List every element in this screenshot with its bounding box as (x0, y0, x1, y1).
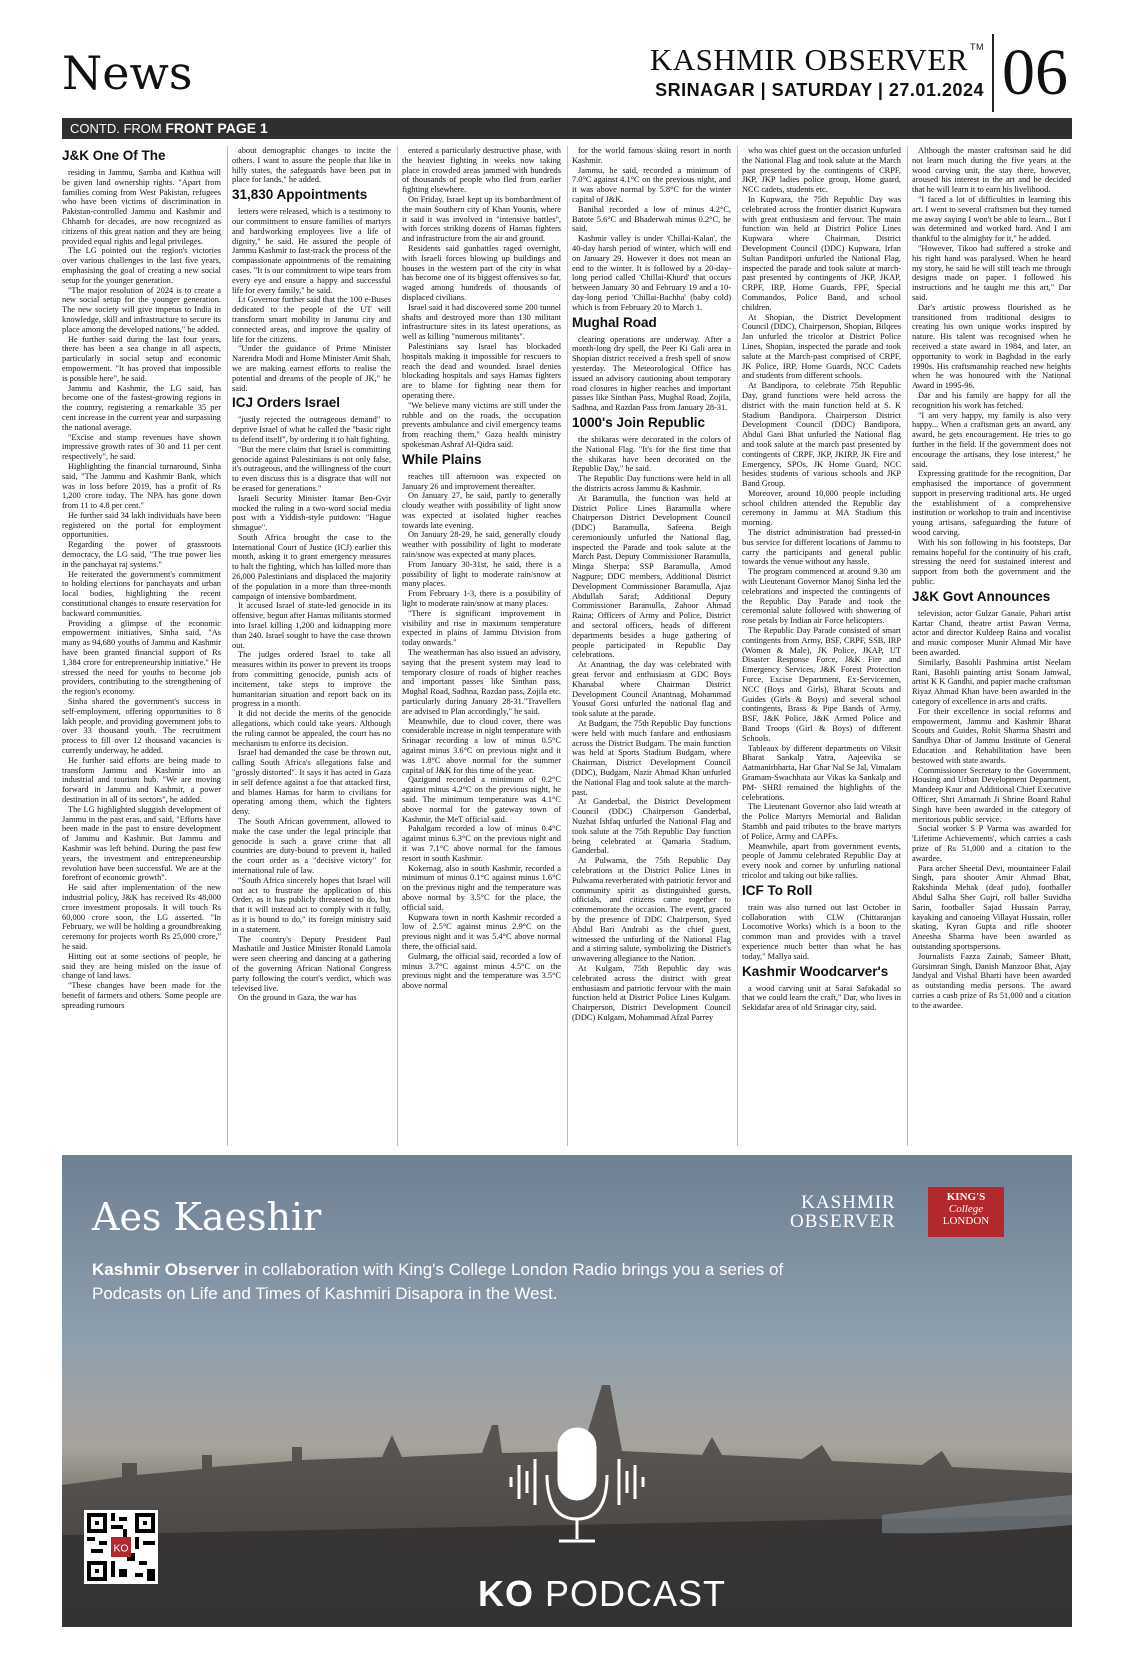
kings-line-3: LONDON (942, 1215, 990, 1227)
article-paragraph: It accused Israel of state-led genocide in its offensive, begun after Hamas militants stormed into Israel killing 1,200 and kidnapping more than 240. Israel sought to have the case thrown out. (232, 601, 391, 650)
qr-code-icon (87, 1513, 155, 1581)
column-5 (742, 146, 901, 1146)
ad-description-brand: Kashmir Observer (92, 1260, 240, 1279)
article-paragraph: At Kulgam, 75th Republic day was celebrated across the district with great enthusiasm and patriotic fervour with the main function held at District Police Lines Kulgam. Chairperson, District Development Council (DDC) Kulgam, Mohammad Afzal Parrey (572, 963, 731, 1022)
ad-brand-line-2: OBSERVER (790, 1211, 896, 1232)
qr-code[interactable] (84, 1510, 158, 1584)
article-paragraph: Para archer Sheetal Devi, mountaineer Falail Singh, para shooter Amir Ahmad Bhat, Rakshinda Mehak (deaf judo), footballer Abdul Salha Sher Gujri, roll baller Suvidha Sarin, footballer Sajad Hussain Parray, kayaking and canoeing Villayat Hussain, roller skating, Kyran Gupta and rifle shooter Aneesha Sharma have been awarded as outstanding sportspersons. (912, 863, 1071, 951)
ad-description (92, 1258, 832, 1306)
article-paragraph: Similarly, Basohli Pashmina artist Neelam Rani, Basohli painting artist Sonam Jamwal, artist K K Gandhi, and papier mache craftsman Riyaz Ahmad Khan have been awarded in the category of excellence in arts and crafts. (912, 657, 1071, 707)
article-paragraph: The weatherman has also issued an advisory, saying that the present system may lead to temporary closure of roads of higher reaches and important passes like Sinthan pass, Mughal Road, Sadhna, Razdan pass, Zojila etc. particularly during January 28-31."Travellers are advised to Plan accordingly," he said. (402, 648, 561, 716)
article-paragraph: Banihal recorded a low of minus 4.2°C, Batote 5.6°C and Bhaderwah minus 0.2°C, he said. (572, 204, 731, 234)
article-paragraph: Hitting out at some sections of people, he said they are being misled on the issue of change of land laws. (62, 951, 221, 981)
article-headline: J&K One Of The (62, 148, 166, 163)
column-2 (232, 146, 391, 1146)
contd-source: FRONT PAGE 1 (165, 120, 268, 136)
article-paragraph: The country's Deputy President Paul Mashatile and Justice Minister Ronald Lamola were seen cheering and dancing at a gathering of the governing African National Congress party following the court's verdict, which was televised live. (232, 934, 391, 993)
article-paragraph: The program commenced at around 9.30 am with Lieutenant Governor Manoj Sinha led the celebrations and inspected the contingents of the Republic Day Parade and took the ceremonial salute followed with showering of rose petals by Indian air Force helicopters. (742, 567, 901, 626)
qr-badge: KO (113, 1543, 129, 1555)
podcast-title-bold: KO (478, 1573, 534, 1614)
article-paragraph: "We believe many victims are still under the rubble and on the roads, the occupation prevents ambulance and civil emergency teams from reaching them," Gaza health ministry spokesman Ashraf Al-Qidra said. (402, 400, 561, 449)
podcast-title-rest: PODCAST (534, 1573, 727, 1614)
article-paragraph: Israel had demanded the case be thrown out, calling South Africa's allegations false and "grossly distorted". It says it has acted in Gaza in self defence against a foe that attacked first, and blames Hamas for harm to civilians for operating among them, which the fighters deny. (232, 748, 391, 817)
article-paragraph: He further said during the last four years, there has been a sea change in all aspects, particularly in social setup and economic empowerment. "It has proved that impossible is possible here", he said. (62, 334, 221, 383)
masthead (62, 36, 1072, 110)
trademark-mark: TM (970, 42, 984, 52)
article-paragraph: for the world famous skiing resort in north Kashmir. (572, 146, 731, 165)
article-paragraph: In Kupwara, the 75th Republic Day was celebrated across the frontier district Kupwara with great enthusiasm and fervour. The main function was held at District Police Lines Kupwara where Chairman, District Development Council (DDC) Kupwara, Irfan Sultan Panditpori unfurled the National Flag, inspected the parade and took salute at march-past presented by contingents of JKP, JKAP, CRPF, IRP, Home Guards, FPF, Special Commandos, Police Band, and school children. (742, 194, 901, 312)
article-paragraph: "I am very happy, my family is also very happy... When a craftsman gets an award, any award, he gets encouragement. He tries to go further in the field. If the government does not encourage the artisans, they lose interest," he said. (912, 410, 1071, 469)
article-paragraph: Social worker S P Varma was awarded for 'Lifetime Achievements', which carries a cash prize of Rs 51,000 and a citation to the awardee. (912, 824, 1071, 863)
article-paragraph: "I faced a lot of difficulties in learning this art. I went to several craftsmen but they turned me away saying I won't be able to learn... But I was determined and worked hard. And I am thankful to the almighty for it," he added. (912, 194, 1071, 244)
article-paragraph: letters were released, which is a testimony to our commitment to ensure families of martyrs and hardworking employees live a life of dignity," he said. He assured the people of Jammu Kashmir to fast-track the process of the compassionate appointments of the remaining cases. "It is our commitment to wipe tears from every eye and ensure a happy and successful life for every family," he said. (232, 207, 391, 295)
article-paragraph: He reiterated the government's commitment to holding elections for panchayats and urban local bodies, highlighting the recent constitutional changes to ensure reservation for backward communities. (62, 569, 221, 618)
article-paragraph: At Pulwama, the 75th Republic Day celebrations at the District Police Lines in Pulwama reverberated with patriotic fervor and community spirit as distinguished guests, officials, and citizens came together to commemorate the occasion. The event, graced by the presence of DDC Chairperson, Syed Abdul Bari Andrabi as the chief guest, witnessed the unfurling of the National Flag and a stirring salute, symbolizing the District's unwavering allegiance to the Nation. (572, 856, 731, 964)
article-paragraph: Jammu, he said, recorded a minimum of 7.0°C against 4.1°C on the previous night, and it was above normal by 5.8°C for the winter capital of J&K. (572, 165, 731, 204)
article-paragraph: Gulmarg, the official said, recorded a low of minus 3.7°C against minus 4.5°C on the previous night and the temperature was 3.5°C above normal (402, 951, 561, 991)
column-divider (567, 146, 568, 1146)
ad-description-text: in collaboration with King's College London Radio brings you a series of Podcasts on Life and Times of Kashmiri Disapora in the West. (92, 1260, 784, 1303)
ad-brand-line-1: KASHMIR (801, 1192, 896, 1213)
article-paragraph: "These changes have been made for the benefit of farmers and others. Some people are spreading rumours (62, 981, 221, 1010)
article-paragraph: about demographic changes to incite the others. I want to assure the people that like in hilly states, the safeguards have been put in place for lands," he added. (232, 146, 391, 185)
article-paragraph: Tableaux by different departments on Viksit Bharat Sankalp Yatra, Aajeevika se Aatmanirbharta, Har Ghar Nal Se Jal, Vimalam Gramam-Swachhata aur Vikas ka Sankalp and PM- SHRI remained the highlights of the celebrations. (742, 743, 901, 802)
podcast-advertisement (62, 1155, 1072, 1627)
article-paragraph: residing in Jammu, Samba and Kathua will be given land ownership rights. "Apart from families coming from West Pakistan, refugees who have been victims of discrimination in Pakistan-controlled Jammu and Kashmir and Chhamb for decades, are now recognized as citizens of this great nation and they are being provided equal rights and legal privileges. (62, 168, 221, 246)
kings-line-1: KING'S (946, 1191, 986, 1203)
ad-brand-logo (790, 1193, 896, 1231)
article-paragraph: At Budgam, the 75th Republic Day functions were held with much fanfare and enthusiasm across the District Budgam. The main function was held at Sports Stadium Budgam, where Chairman, District Development Council (DDC), Budgam, Nazir Ahmad Khan unfurled the National Flag and took salute at the march-past. (572, 719, 731, 797)
article-paragraph: It did not decide the merits of the genocide allegations, which could take years. Although the ruling cannot be appealed, the court has no mechanism to enforce its decision. (232, 709, 391, 748)
article-paragraph: Highlighting the financial turnaround, Sinha said, "The Jammu and Kashmir Bank, which was in loss before 2019, has a profit of Rs 1,200 crore today. The NPA has gone down from 11 to 4.8 per cent." (62, 461, 221, 511)
column-divider (397, 146, 398, 1146)
article-paragraph: At Anantnag, the day was celebrated with great fervor and enthusiasm at GDC Boys Khanabal where Chairman District Development Council Anantnag, Mohammad Yousuf Gorsi unfurled the national flag and took salute at the parade. (572, 660, 731, 719)
article-paragraph: Kokernag, also in south Kashmir, recorded a minimum of minus 0.1°C against minus 1.6°C on the previous night and the temperature was above normal by 3.5°C for the place, the official said. (402, 863, 561, 912)
article-paragraph: With his son following in his footsteps, Dar remains hopeful for the continuity of his craft, stressing the need for sustained interest and support from both the government and the public. (912, 537, 1071, 587)
article-paragraph: The Republic Day Parade consisted of smart contingents from Army, BSF, CRPF, SSB, IRP (Women & Male), JK Police, JKAP, UT Disaster Response Force, J&K Fire and Emergency Services, J&K Forest Protection Force, Excise Department, Ex-Servicemen, NCC (Boys and Girls), Bharat Scouts and Guides (Girls & Boys) and several school contingents, Brass & Pipe Bands of Army, BSF, J&K Police, J&K Armed Police and Band Troops (Girl & Boys) of different Schools. (742, 626, 901, 743)
article-headline: Mughal Road (572, 314, 657, 330)
article-paragraph: He said after implementation of the new industrial policy, J&K has received Rs 48,000 crore investment proposals. It will touch Rs 60,000 crore soon, the LG asserted. "In February, we will be holding a groundbreaking ceremony for projects worth Rs 25,000 crore," he said. (62, 883, 221, 951)
microphone-icon (507, 1425, 647, 1555)
article-paragraph: At Ganderbal, the District Development Council (DDC) Chairperson Ganderbal, Nuzhat Ishfaq unfurled the National Flag and took salute at the 75th Republic Day function being celebrated at Qamaria Stadium, Ganderbal. (572, 797, 731, 856)
article-headline: 1000's Join Republic (572, 414, 706, 430)
article-paragraph: On January 28-29, he said, generally cloudy weather with possibility of light to moderate rain/snow was expected at many places. (402, 530, 561, 560)
article-paragraph: Lt Governor further said that the 100 e-Buses dedicated to the people of the UT will transform smart mobility in Jammu city and connected areas, and improve the quality of life for the citizens. (232, 295, 391, 344)
article-paragraph: He further said 34 lakh individuals have been registered on the portal for employment opportunities. (62, 510, 221, 540)
dateline: SRINAGAR | SATURDAY | 27.01.2024 (655, 80, 984, 100)
article-columns (62, 146, 1072, 1146)
article-paragraph: Kashmir valley is under 'Chillai-Kalan', the 40-day harsh period of winter, which will end on January 29. However it does not mean an end to the winter. It is followed by a 20-day-long period called 'Chillai-Khurd' that occurs between January 30 and February 19 and a 10-day-long period 'Chillai-Bachha' (baby cold) which is from February 20 to March 1. (572, 234, 731, 312)
podcast-title (478, 1573, 726, 1615)
article-paragraph: "However, Tikoo had suffered a stroke and his right hand was paralysed. When he heard my story, he said he will still teach me through designs made on paper. I followed his instructions and he taught me this art," Dar said. (912, 243, 1071, 302)
column-divider (907, 146, 908, 1146)
article-paragraph: On Friday, Israel kept up its bombardment of the main Southern city of Khan Younis, where it said it was involved in "intensive battles", with forces striking dozens of Hamas fighters and infrastructure from the air and ground. (402, 194, 561, 244)
article-paragraph: "The major resolution of 2024 is to create a new social setup for the younger generation. The new society will give impetus to India in knowledge, skill and infrastructure to secure its place among the developed nations," he added. (62, 285, 221, 334)
article-paragraph: train was also turned out last October in collaboration with CLW (Chittaranjan Locomotive Works) which is a boon to the common man and provides with a travel experience much better than what he has today," Mallya said. (742, 902, 901, 961)
article-paragraph: Pahalgam recorded a low of minus 0.4°C against minus 6.3°C on the previous night and it was 7.1°C above normal for the famous resort in south Kashmir. (402, 824, 561, 863)
page-number: 06 (992, 34, 1068, 112)
ad-title: Aes Kaeshir (92, 1195, 322, 1239)
article-paragraph: "South Africa sincerely hopes that Israel will not act to frustrate the application of this Order, as it has publicly threatened to do, but that it will instead act to comply with it fully, as it is bound to do," its foreign ministry said in a statement. (232, 875, 391, 934)
column-3 (402, 146, 561, 1146)
article-paragraph: reaches till afternoon was expected on January 26 and improvement thereafter. (402, 471, 561, 491)
article-paragraph: From February 1-3, there is a possibility of light to moderate rain/snow at many places. (402, 589, 561, 609)
article-paragraph: From January 30-31st, he said, there is a possibility of light to moderate rain/snow at many places. (402, 559, 561, 589)
article-paragraph: "justly rejected the outrageous demand" to deprive Israel of what he called the "basic right to defend itself", by ordering it to halt fighting. (232, 415, 391, 444)
article-paragraph: a wood carving unit at Sarai Safakadal so that we could learn the craft," Dar, who lives in Sekidafar area of old Srinagar city, said. (742, 983, 901, 1013)
article-paragraph: Jammu and Kashmir, the LG said, has become one of the fastest-growing regions in the country, registering a remarkable 35 per cent increase in the current year and surpassing the national average. (62, 383, 221, 432)
article-paragraph: The Lieutenant Governor also laid wreath at the Police Martyrs Memorial and Balidan Stambh and paid tributes to the brave martyrs of Police, Army and CAPFs. (742, 802, 901, 841)
article-paragraph: Dar's artistic prowess flourished as he transitioned from traditional designs to creating his own unique works inspired by nature. His talent was recognised when he received a state award in 1984, and later, an opportunity to work in Baghdad in the early 1990s. His craftsmanship reached new heights when he was honoured with the National Award in 1995-96. (912, 302, 1071, 391)
article-paragraph: "Under the guidance of Prime Minister Narendra Modi and Home Minister Amit Shah, we are making earnest efforts to realise the potential and dreams of the people of JK," he said. (232, 344, 391, 393)
article-paragraph: On January 27, he said, partly to generally cloudy weather with possibility of light snow was expected at isolated higher reaches towards late evening. (402, 491, 561, 530)
article-paragraph: At Shopian, the District Development Council (DDC), Chairperson, Shopian, Bilqees Jan unfurled the tricolor at District Police Lines, Shopian, inspected the parade and took salute at the March-past comprised of CRPF, JK Police, IRP, Home Guards, NCC Cadets and students from different schools. (742, 312, 901, 381)
article-paragraph: He further said efforts are being made to transform Jammu and Kashmir into an industrial and tourism hub. "We are moving forward in Jammu and Kashmir, a power destination in all of its sectors", he added. (62, 755, 221, 804)
article-paragraph: who was chief guest on the occasion unfurled the National Flag and took salute at the March past presented by the contingents of CRPF, JKP, JKP ladies police group, Home guard, NCC cadets, students etc. (742, 146, 901, 195)
article-headline: 31,830 Appointments (232, 187, 368, 203)
article-paragraph: Kupwara town in north Kashmir recorded a low of 2.5°C against minus 2.9°C on the previous night and it was 5.4°C above normal there, the official said. (402, 912, 561, 951)
article-paragraph: The district administration had pressed-in bus service for different locations of Jammu to carry the participants and general public towards the venue without any hassle. (742, 528, 901, 567)
newspaper-brand (650, 42, 984, 78)
article-paragraph: "There is significant improvement in visibility and rise in maximum temperature expected in plains of Jammu Division from today onwards." (402, 608, 561, 648)
article-paragraph: Meanwhile, due to cloud cover, there was considerable increase in night temperature with Srinagar recording a low of minus 0.5°C against minus 3.6°C on previous night and it was 1.8°C above normal for the summer capital of J&K for this time of the year. (402, 716, 561, 775)
article-paragraph: Although the master craftsman said he did not learn much during the five years at the wood carving unit, the stay there, however, aroused his interest in the art and he decided that he will learn it to earn his livelihood. (912, 146, 1071, 195)
article-headline: While Plains (402, 451, 482, 467)
article-paragraph: The Republic Day functions were held in all the districts across Jammu & Kashmir. (572, 474, 731, 493)
column-1 (62, 146, 221, 1146)
article-paragraph: Dar and his family are happy for all the recognition his work has fetched. (912, 390, 1071, 410)
article-paragraph: The South African government, allowed to make the case under the legal principle that genocide is such a grave crime that all countries are duty-bound to prevent it, hailed the court order as a "decisive victory" for international rule of law. (232, 817, 391, 875)
article-paragraph: On the ground in Gaza, the war has (238, 993, 357, 1003)
article-paragraph: South Africa brought the case to the International Court of Justice (ICJ) earlier this month, asking it to grant emergency measures to halt the fighting, which has killed more than 26,000 Palestinians and displaced the majority of the population in a more than three-month campaign of intensive bombardment. (232, 532, 391, 601)
article-paragraph: Commissioner Secretary to the Government, Housing and Urban Development Department, Mandeep Kaur and Additional Chief Executive Officer, Shri Amarnath Ji Shrine Board Rahul Singh have been awarded in the category of meritorious public service. (912, 765, 1071, 824)
article-paragraph: Journalists Fazza Zainab, Sameer Bhatt, Gursimran Singh, Danish Manzoor Bhat, Ajay Jandyal and Vishal Bharti have been awarded as outstanding media persons. The award carries a cash prize of Rs 51,000 and a citation to the awardee. (912, 951, 1071, 1010)
column-4 (572, 146, 731, 1146)
article-paragraph: "Excise and stamp revenues have shown impressive growth rates of 30 and 11 per cent respectively", he said. (62, 432, 221, 462)
article-paragraph: At Bandipora, to celebrate 75th Republic Day, grand functions were held across the district with the main function held at S. K Stadium Bandipora. Chairperson District Development Council (DDC) Bandipora, Abdul Gani Bhat unfurled the National flag and took salute at the march past presented by contingents of CRPF, JKP, JKIRP, JK Fire and Emergency, SPOs, JK Home Guard, NCC besides students of various schools and JKP Band Group. (742, 381, 901, 489)
article-paragraph: The LG highlighted sluggish development of Jammu in the past eras, and said, "Efforts have been made in the past to ensure development of Jammu and Kashmir. But Jammu and Kashmir was left behind. During the past few years, the investment and entrepreneurship revolution have been successful. We are at the forefront of economic growth". (62, 804, 221, 883)
article-headline: ICF To Roll (742, 882, 813, 898)
article-headline: J&K Govt Announces (912, 588, 1051, 604)
article-paragraph: "But the mere claim that Israel is committing genocide against Palestinians is not only false, it's outrageous, and the willingness of the court to even discuss this is a disgrace that will not be erased for generations." (232, 444, 391, 493)
article-paragraph: Expressing gratitude for the recognition, Dar emphasised the importance of government support in preserving traditional arts. He urged the establishment of a comprehensive institution or workshop to train and incentivise young artisans, safeguarding the future of wood carving. (912, 469, 1071, 538)
continued-from-bar (62, 118, 1072, 139)
article-paragraph: entered a particularly destructive phase, with the heaviest fighting in weeks now taking place in crowded areas jammed with hundreds of thousands of people who fled from earlier fighting elsewhere. (402, 146, 561, 195)
article-paragraph: Providing a glimpse of the economic empowerment initiatives, Sinha said, "As many as 94,680 youths of Jammu and Kashmir have been granted financial support of Rs 1,384 crore for entrepreneurship initiative." He stressed the need for youths to become job providers, contributing to the strengthening of the region's economy. (62, 618, 221, 697)
column-6 (912, 146, 1071, 1146)
article-paragraph: At Baramulla, the function was held at District Police Lines Baramulla where Chairperson District Development Council (DDC) Baramulla, Safeena Beigh ceremoniously unfurled the National flag, inspected the Parade and took salute at the March Past. Deputy Commissioner Baramulla, Minga Sherpa; SSP Baramulla, Amod Nagpure; DDC members, Additional District Development Commissioner Baramulla, Ajaz Abdullah Saraf; Additional Deputy Commissioner Baramulla, Zahoor Ahmad Raina; Officers of Army and Police, District and sectoral officers, heads of different departments besides a huge gathering of people participated in Republic Day celebrations. (572, 493, 731, 660)
article-paragraph: television, actor Gulzar Ganaie, Pahari artist Kartar Chand, theatre artist Pawan Verma, actor and director Kuldeep Raina and vocalist and music composer Munir Ahmad Mir have been awarded. (912, 608, 1071, 658)
article-paragraph: The judges ordered Israel to take all measures within its power to prevent its troops from committing genocide, punish acts of incitement, take steps to improve the humanitarian situation and report back on its progress in a month. (232, 650, 391, 709)
article-headline: Kashmir Woodcarver's (742, 963, 889, 979)
kings-line-2: College (948, 1203, 984, 1215)
contd-prefix: CONTD. FROM (70, 121, 166, 136)
section-title: News (62, 46, 193, 100)
article-paragraph: Israel said it had discovered some 200 tunnel shafts and destroyed more than 130 militant infrastructure sites in its latest operations, as well as killing "numerous militants". (402, 302, 561, 342)
article-paragraph: the shikaras were decorated in the colors of the National Flag. "It's for the first time that the shikaras have been decorated on the Republic Day," he said. (572, 434, 731, 474)
article-paragraph: The LG pointed out the region's victories over various challenges in the last five years, emphasising the goal of creating a new social setup for the younger generation. (62, 246, 221, 285)
article-paragraph: Sinha shared the government's success in self-employment, offering opportunities to 8 lakh people, and providing government jobs to over 33 thousand youth. The recruitment process to fill over 12 thousand vacancies is currently underway, he added. (62, 697, 221, 756)
kings-college-logo (928, 1187, 1004, 1237)
article-paragraph: clearing operations are underway. After a month-long dry spell, the Peer Ki Gali area in Shopian district received a fresh spell of snow yesterday. The Meteorological Office has issued an advisory cautioning about temporary road closures in higher reaches and important passes like Sinthan Pass, Mughal Road, Zojila, Sadhna, and Razdan Pass from January 28-31. (572, 334, 731, 413)
article-paragraph: Palestinians say Israel has blockaded hospitals making it impossible for rescuers to reach the dead and wounded. Israel denies blockading hospitals and says Hamas fighters are to blame for fighting near them for operating there. (402, 341, 561, 400)
article-paragraph: Residents said gunbattles raged overnight, with Israeli forces blowing up buildings and houses in the western part of the city in what has become one of its biggest offensives so far, waged among hundreds of thousands of displaced civilians. (402, 243, 561, 302)
article-paragraph: Meanwhile, apart from government events, people of Jammu celebrated Republic Day at every nook and corner by unfurling national tricolor and taking out bike rallies. (742, 841, 901, 880)
article-paragraph: Regarding the power of grassroots democracy, the LG said, "The true power lies in the panchayat raj systems." (62, 540, 221, 569)
article-headline: ICJ Orders Israel (232, 395, 341, 411)
column-divider (227, 146, 228, 1146)
article-paragraph: Qazigund recorded a minimum of 0.2°C against minus 4.2°C on the previous night, he said. The minimum temperature was 4.1°C above normal for the gateway town of Kashmir, the MeT official said. (402, 775, 561, 824)
brand-name: KASHMIR OBSERVER (649, 42, 968, 77)
article-paragraph: Israeli Security Minister Itamar Ben-Gvir mocked the ruling in a two-word social media post with a Yiddish-style putdown: "Hague shmague". (232, 493, 391, 533)
article-paragraph: For their excellence in social reforms and empowerment, Jammu and Kashmir Bharat Scouts and Guides, Rohit Sharma Shastri and Sandhya Dhar of Jammu Institute of General Education and Rehabilitation have been bestowed with state awards. (912, 706, 1071, 765)
article-paragraph: Moreover, around 10,000 people including school children attended the Republic day ceremony in Jammu at MA Stadium this morning. (742, 488, 901, 528)
column-divider (737, 146, 738, 1146)
